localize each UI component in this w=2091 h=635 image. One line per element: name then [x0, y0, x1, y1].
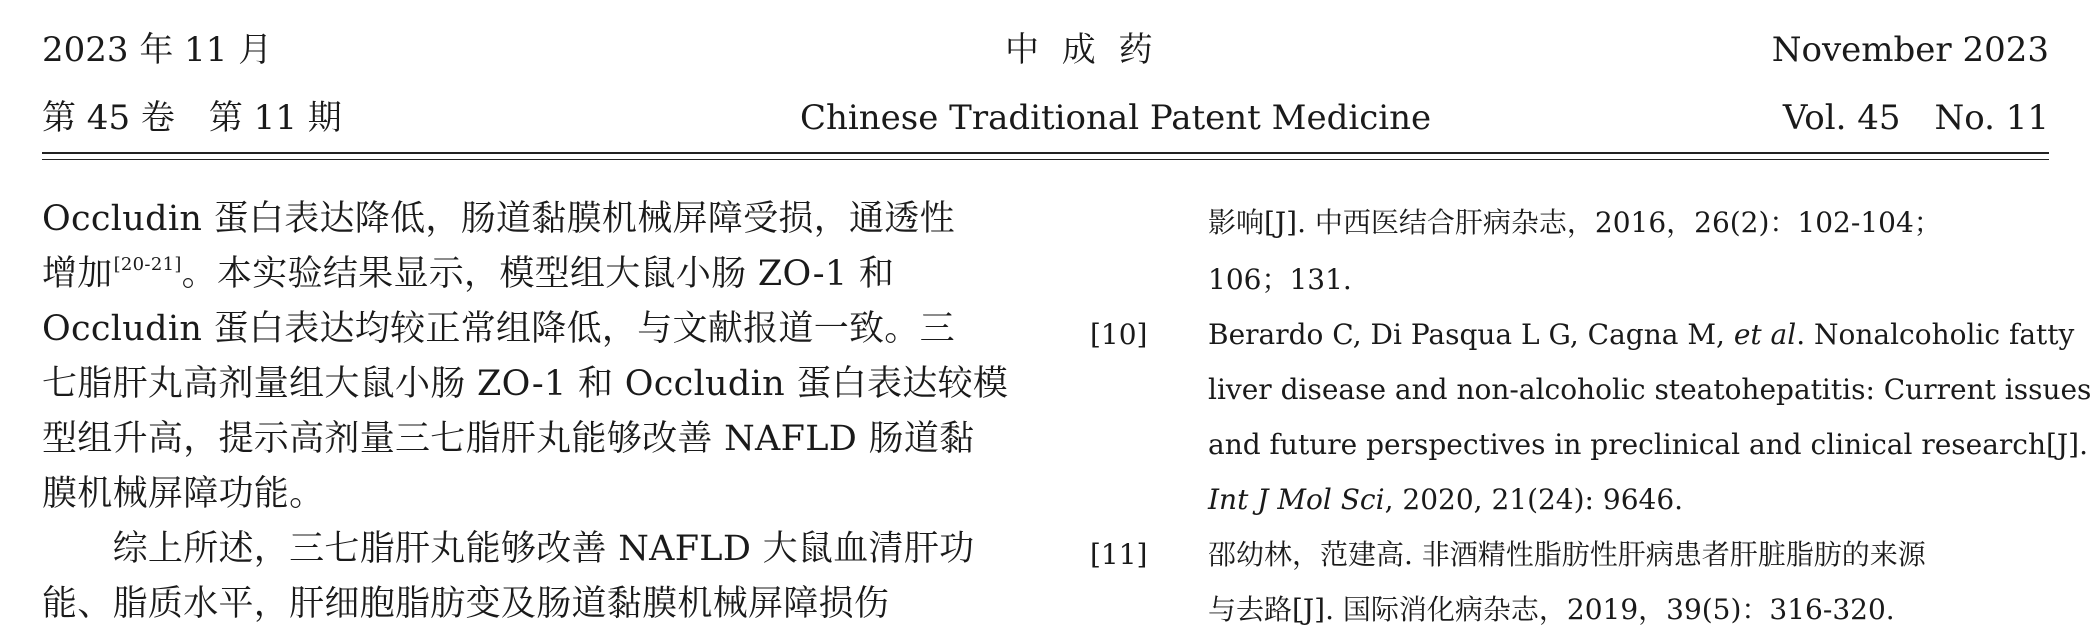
header-date-en: November 2023 — [1771, 30, 2049, 70]
header-rule-thick — [42, 152, 2049, 154]
ref10-line-3: and future perspectives in preclinical and clinical research[J]. — [1208, 428, 2088, 461]
body-line-7: 综上所述，三七脂肝丸能够改善 NAFLD 大鼠血清肝功 — [42, 529, 975, 569]
ref9-cont-line-2: 106；131. — [1208, 263, 1352, 296]
ref10-journal: Int J Mol Sci — [1208, 483, 1385, 516]
header-date-cn: 2023 年 11 月 — [42, 30, 273, 70]
ref10-number: [10] — [1090, 318, 1148, 351]
body-line-1: Occludin 蛋白表达降低，肠道黏膜机械屏障受损，通透性 — [42, 199, 955, 239]
ref10-citation: , 2020, 21(24): 9646. — [1384, 483, 1684, 516]
ref10-authors: Berardo C, Di Pasqua L G, Cagna M, — [1208, 318, 1734, 351]
body-line-3: Occludin 蛋白表达均较正常组降低，与文献报道一致。三 — [42, 309, 955, 349]
ref10-line-2: liver disease and non-alcoholic steatohepatitis: Current issues — [1208, 373, 2091, 406]
body-line-4: 七脂肝丸高剂量组大鼠小肠 ZO-1 和 Occludin 蛋白表达较模 — [42, 364, 1009, 404]
ref11-number: [11] — [1090, 538, 1148, 571]
ref10-line-1 — [1208, 317, 2074, 353]
header-issue-cn: 第 45 卷 第 11 期 — [42, 98, 342, 138]
body-line-5: 型组升高，提示高剂量三七脂肝丸能够改善 NAFLD 肠道黏 — [42, 419, 975, 459]
header-rule-thin — [42, 159, 2049, 160]
ref11-line-2: 与去路[J]. 国际消化病杂志，2019，39(5)：316-320. — [1208, 593, 1895, 626]
ref10-etal: et al — [1733, 318, 1797, 351]
body-line-2-text: 增加 — [42, 254, 113, 294]
body-line-2 — [42, 252, 894, 302]
journal-title-en: Chinese Traditional Patent Medicine — [800, 98, 1432, 138]
body-line-2-rest: 。本实验结果显示，模型组大鼠小肠 ZO-1 和 — [181, 254, 895, 294]
journal-title-cn: 中 成 药 — [1005, 30, 1159, 70]
citation-superscript: [20-21] — [113, 254, 182, 275]
ref9-cont-line-1: 影响[J]. 中西医结合肝病杂志，2016，26(2)：102-104； — [1208, 206, 1942, 239]
ref10-line-4 — [1208, 482, 1683, 518]
body-line-8: 能、脂质水平，肝细胞脂肪变及肠道黏膜机械屏障损伤 — [42, 584, 890, 624]
body-line-6: 膜机械屏障功能。 — [42, 474, 325, 514]
ref10-title-start: . Nonalcoholic fatty — [1796, 318, 2075, 351]
ref11-line-1: 邵幼林，范建高. 非酒精性脂肪性肝病患者肝脏脂肪的来源 — [1208, 538, 1926, 571]
header-volume-en: Vol. 45 No. 11 — [1782, 98, 2049, 138]
